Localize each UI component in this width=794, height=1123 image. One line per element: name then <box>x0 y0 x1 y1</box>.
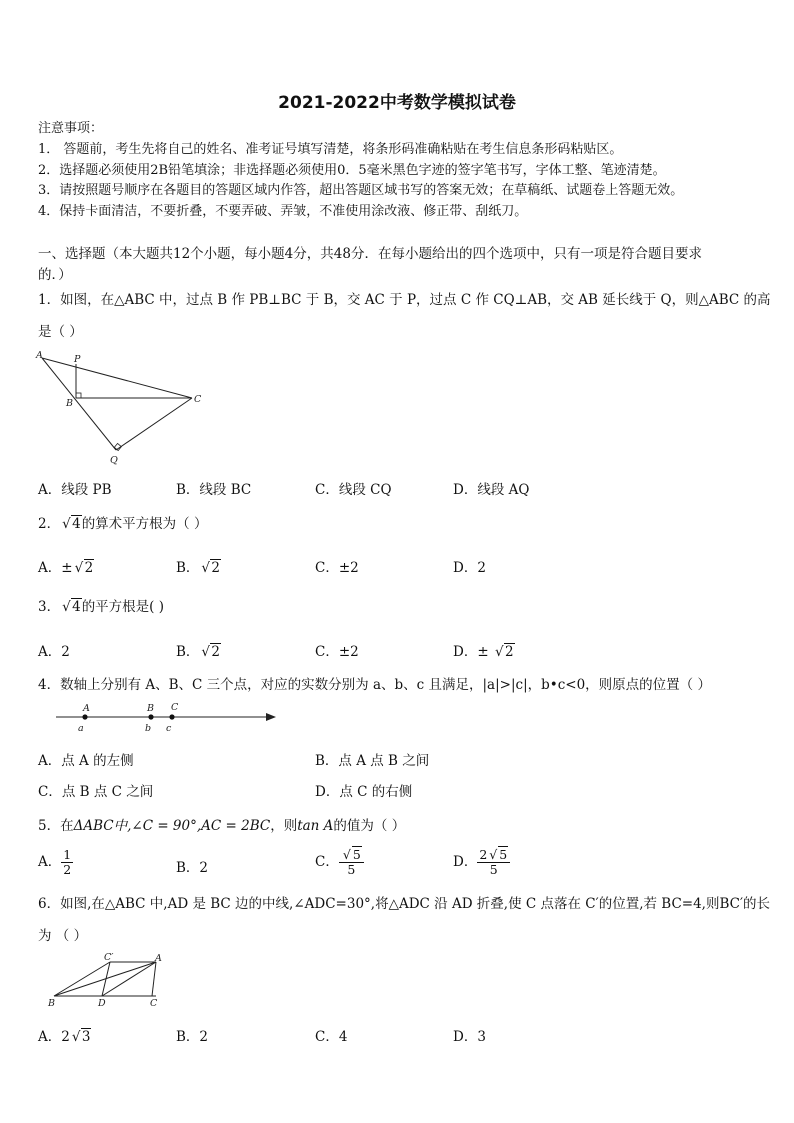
q3-option-a[interactable]: A．2 <box>38 644 70 660</box>
q2-option-d[interactable]: D．2 <box>453 560 486 576</box>
q6-label-b: B <box>48 998 55 1009</box>
question-1-stem-line-1: 1．如图，在△ABC 中，过点 B 作 PB⊥BC 于 B，交 AC 于 P，过点 C 作 CQ⊥AB，交 AB 延长线于 Q，则△ABC 的高 <box>38 292 771 308</box>
q1-option-d[interactable]: D．线段 AQ <box>453 482 530 498</box>
q1-option-a[interactable]: A．线段 PB <box>38 482 112 498</box>
page-title: 2021-2022中考数学模拟试卷 <box>278 93 516 113</box>
question-1-figure <box>34 350 204 468</box>
q4-option-a[interactable]: A．点 A 的左侧 <box>38 753 134 769</box>
q1-label-q: Q <box>110 455 118 466</box>
q1-label-b: B <box>66 398 73 409</box>
question-1-stem-line-2: 是（ ） <box>38 324 83 340</box>
question-4-number-line <box>52 700 282 738</box>
notice-item-3: 3．请按照题号顺序在各题目的答题区域内作答，超出答题区域书写的答案无效；在草稿纸、试题卷上答题无效。 <box>38 183 684 198</box>
section-header-line-1: 一、选择题（本大题共12个小题，每小题4分，共48分．在每小题给出的四个选项中，只有一项是符合题目要求 <box>38 246 702 262</box>
question-3-stem: 3． √ 4的平方根是( ) <box>38 599 165 615</box>
q1-label-c: C <box>194 394 202 405</box>
q3-option-c[interactable]: C．±2 <box>315 644 359 660</box>
notice-heading: 注意事项： <box>38 121 104 136</box>
q4-label-b-lower: b <box>145 723 152 734</box>
q2-option-b[interactable]: B． √ 2 <box>176 560 221 576</box>
q4-label-c-upper: C <box>171 702 179 713</box>
q6-option-c[interactable]: C．4 <box>315 1029 348 1045</box>
q4-option-d[interactable]: D．点 C 的右侧 <box>315 784 413 800</box>
q1-label-p: P <box>74 354 81 365</box>
q4-label-b-upper: B <box>147 703 154 714</box>
q6-label-d: D <box>98 998 106 1009</box>
notice-item-1: 1． 答题前，考生先将自己的姓名、准考证号填写清楚，将条形码准确粘贴在考生信息条形码粘贴区。 <box>38 142 623 157</box>
q1-option-b[interactable]: B．线段 BC <box>176 482 252 498</box>
q3-option-d[interactable]: D．± √ 2 <box>453 644 514 660</box>
q6-label-a: A <box>155 953 162 964</box>
q2-stem-radical: √ 4 <box>62 516 81 532</box>
question-4-stem: 4．数轴上分别有 A、B、C 三个点，对应的实数分别为 a、b、c 且满足，|a|>|c|，b•c<0，则原点的位置（ ） <box>38 677 711 693</box>
q3-option-b[interactable]: B． √ 2 <box>176 644 221 660</box>
q5-option-a[interactable]: A． $\frac{1}{2}$ <box>38 847 72 877</box>
q1-label-a: A <box>36 350 43 361</box>
q4-option-c[interactable]: C．点 B 点 C 之间 <box>38 784 154 800</box>
q2-option-c[interactable]: C．±2 <box>315 560 359 576</box>
q5-option-d[interactable]: D． 2 √ 5 5 <box>453 848 510 877</box>
q3-stem-radical: √ 4 <box>62 599 81 615</box>
question-2-stem: 2． √ 4的算术平方根为（ ） <box>38 516 208 532</box>
question-6-figure <box>44 950 174 1010</box>
q2-option-a[interactable]: A．± √ 2 <box>38 560 94 576</box>
q6-label-c-prime: C′ <box>104 952 114 963</box>
q4-label-c-lower: c <box>166 723 172 734</box>
notice-item-4: 4．保持卡面清洁，不要折叠，不要弄破、弄皱，不准使用涂改液、修正带、刮纸刀。 <box>38 204 528 219</box>
q4-label-a-lower: a <box>78 723 84 734</box>
q4-option-b[interactable]: B．点 A 点 B 之间 <box>315 753 430 769</box>
q5-option-c[interactable]: C． √ 5 5 <box>315 848 364 877</box>
question-6-stem-line-2: 为 （ ） <box>38 928 88 944</box>
q6-label-c: C <box>150 998 158 1009</box>
question-5-stem: 5．在ΔABC中,∠C = 90°,AC = 2BC，则tan A的值为（ ） <box>38 818 406 834</box>
notice-item-2: 2．选择题必须使用2B铅笔填涂；非选择题必须使用0．5毫米黑色字迹的签字笔书写，字体工整、笔迹清楚。 <box>38 163 666 178</box>
q6-option-b[interactable]: B．2 <box>176 1029 209 1045</box>
section-header-line-2: 的．） <box>38 267 72 283</box>
q4-label-a-upper: A <box>83 703 90 714</box>
q5-option-b[interactable]: B．2 <box>176 860 209 876</box>
q6-option-d[interactable]: D．3 <box>453 1029 486 1045</box>
q6-option-a[interactable]: A．2 √ 3 <box>38 1029 91 1045</box>
question-6-stem-line-1: 6．如图,在△ABC 中,AD 是 BC 边的中线,∠ADC=30°,将△ADC 沿 AD 折叠,使 C 点落在 C′的位置,若 BC=4,则BC′的长 <box>38 896 771 912</box>
q1-option-c[interactable]: C．线段 CQ <box>315 482 392 498</box>
